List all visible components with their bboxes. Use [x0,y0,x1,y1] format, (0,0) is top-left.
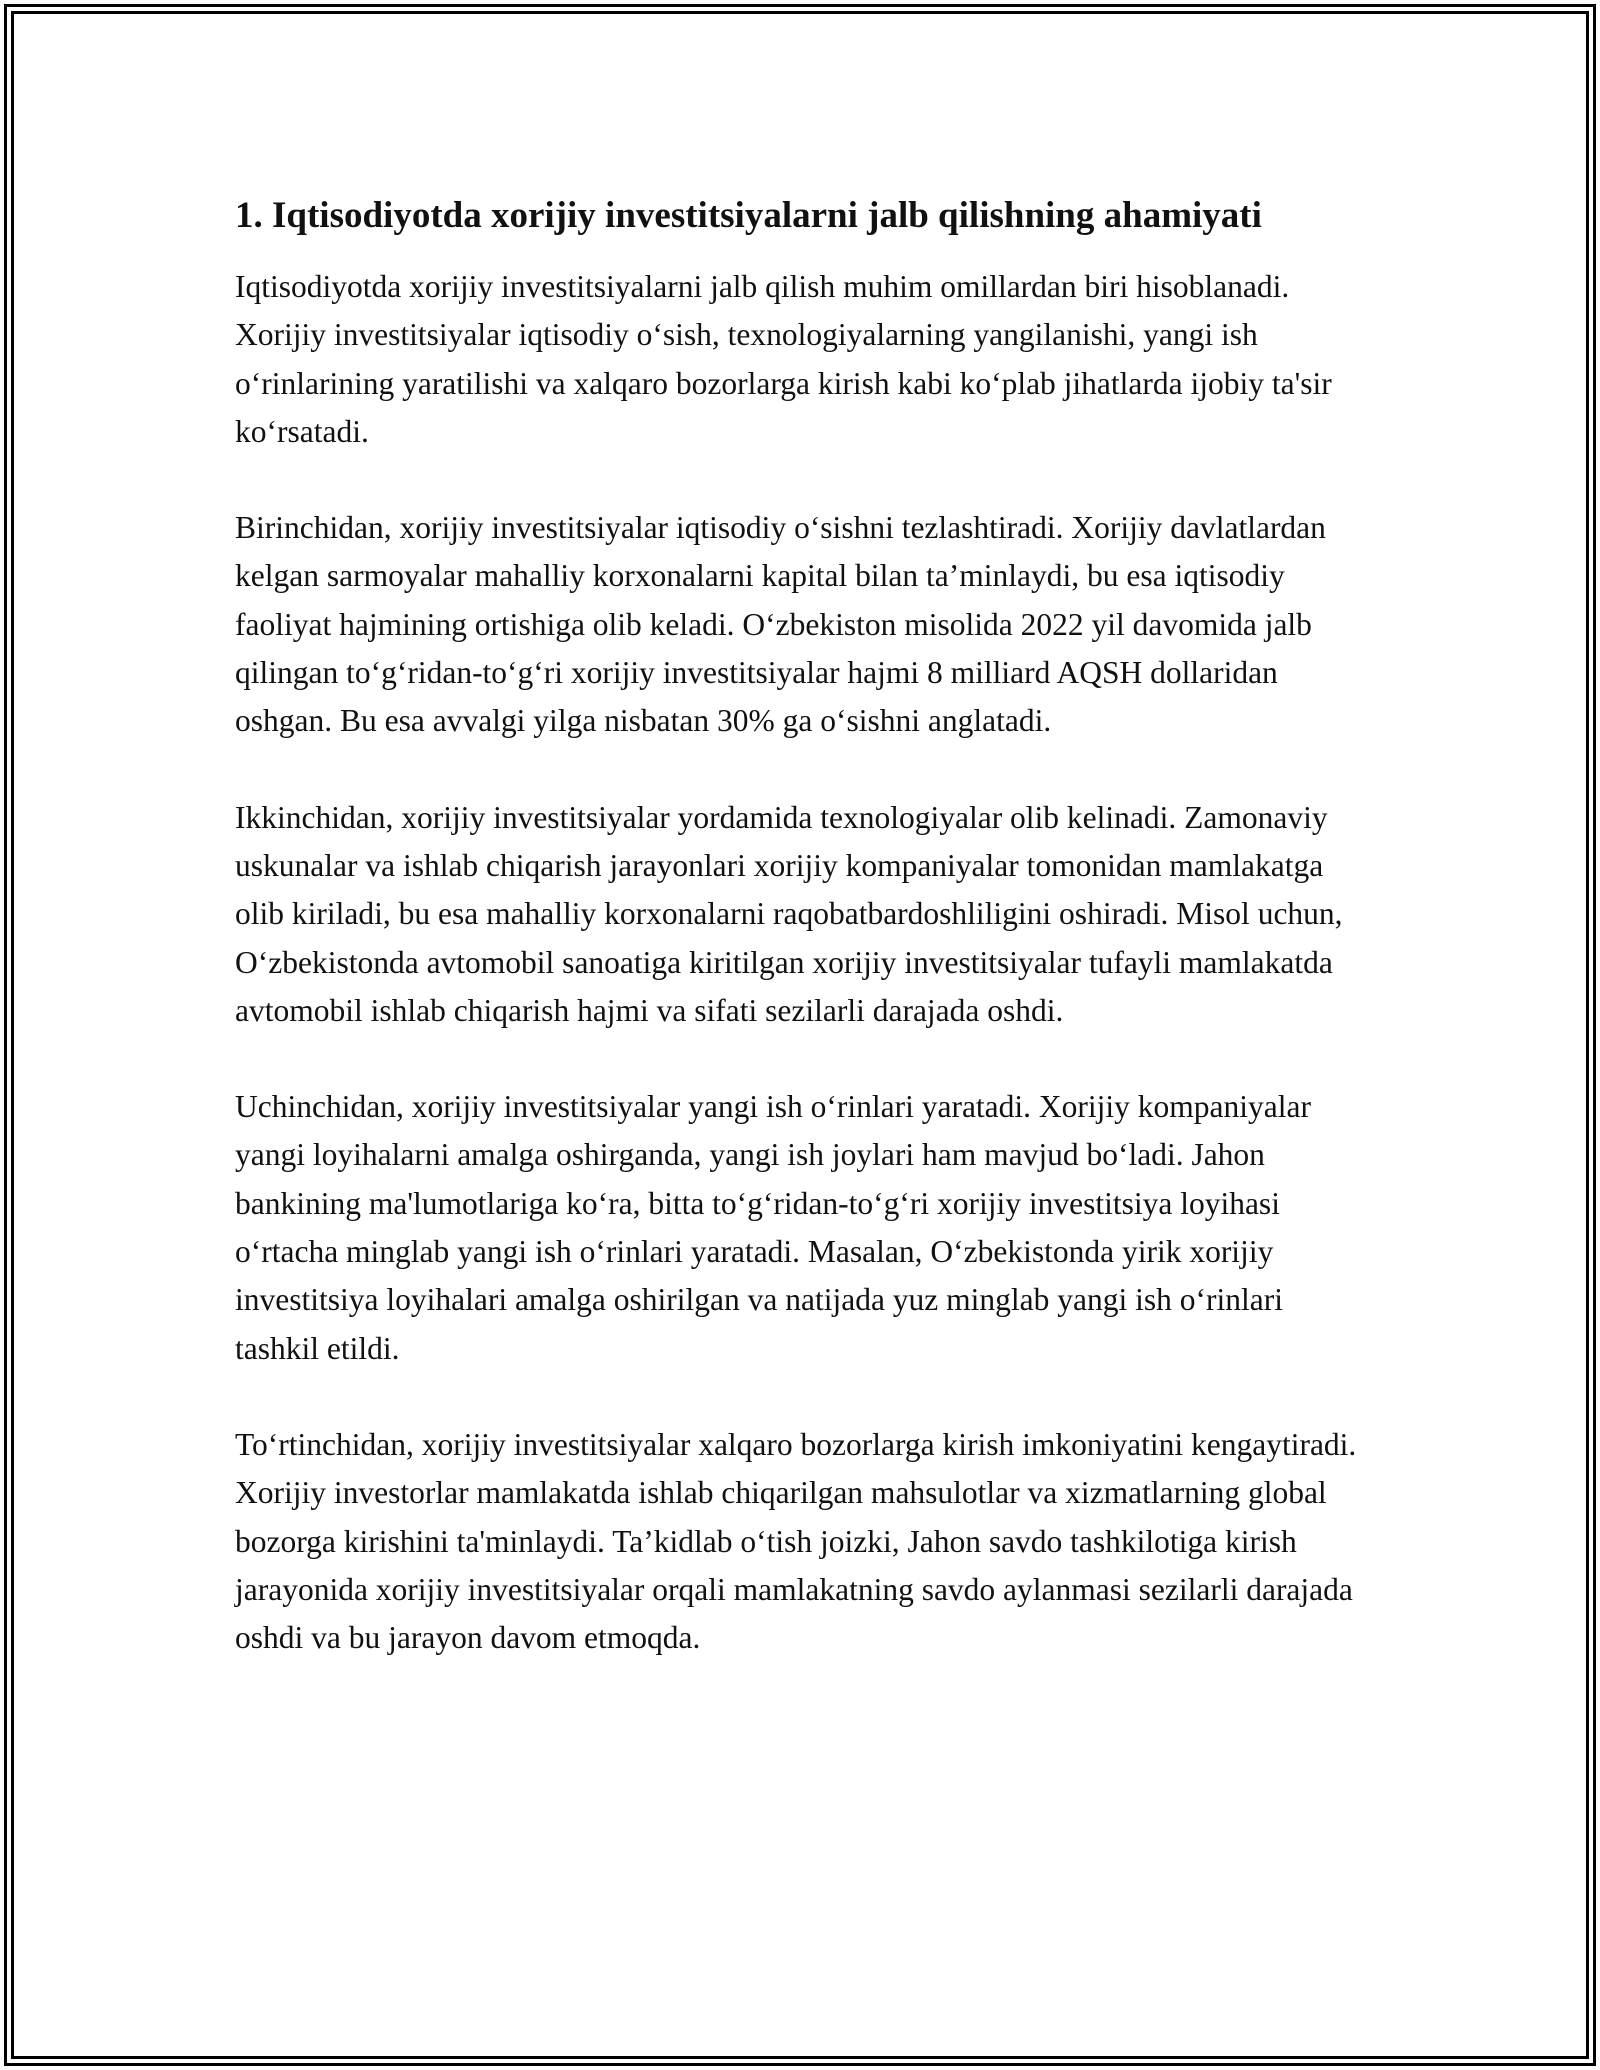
paragraph-fourth: Toʻrtinchidan, xorijiy investitsiyalar xalqaro bozorlarga kirish imkoniyatini kengaytiradi. Xorijiy investorlar mamlakatda ishlab chiqarilgan mahsulotlar va xizmatlarning global bozorga kirishini ta'minlaydi. Ta’kidlab oʻtish joizki, Jahon savdo tashkilotiga kirish jarayonida xorijiy investitsiyalar orqali mamlakatning savdo aylanmasi sezilarli darajada oshdi va bu jarayon davom etmoqda. [235,1426,1357,1656]
paragraph-third: Uchinchidan, xorijiy investitsiyalar yangi ish oʻrinlari yaratadi. Xorijiy kompaniyalar yangi loyihalarni amalga oshirganda, yangi ish joylari ham mavjud boʻladi. Jahon bankining ma'lumotlariga koʻra, bitta toʻgʻridan-toʻgʻri xorijiy investitsiya loyihasi oʻrtacha minglab yangi ish oʻrinlari yaratadi. Masalan, Oʻzbekistonda yirik xorijiy investitsiya loyihalari amalga oshirilgan va natijada yuz minglab yangi ish oʻrinlari tashkil etildi. [235,1089,1311,1366]
section-heading: 1. Iqtisodiyotda xorijiy investitsiyalarni jalb qilishning ahamiyati [235,195,1262,236]
paragraph-second: Ikkinchidan, xorijiy investitsiyalar yordamida texnologiyalar olib kelinadi. Zamonaviy uskunalar va ishlab chiqarish jarayonlari xorijiy kompaniyalar tomonidan mamlakatga olib kiriladi, bu esa mahalliy korxonalarni raqobatbardoshliligini oshiradi. Misol uchun, Oʻzbekistonda avtomobil sanoatiga kiritilgan xorijiy investitsiyalar tufayli mamlakatda avtomobil ishlab chiqarish hajmi va sifati sezilarli darajada oshdi. [235,799,1343,1028]
paragraph-intro: Iqtisodiyotda xorijiy investitsiyalarni jalb qilish muhim omillardan biri hisoblanadi. Xorijiy investitsiyalar iqtisodiy oʻsish, texnologiyalarning yangilanishi, yangi ish oʻrinlarining yaratilishi va xalqaro bozorlarga kirish kabi koʻplab jihatlarda ijobiy ta'sir koʻrsatadi. [235,269,1332,449]
paragraph-first: Birinchidan, xorijiy investitsiyalar iqtisodiy oʻsishni tezlashtiradi. Xorijiy davlatlardan kelgan sarmoyalar mahalliy korxonalarni kapital bilan ta’minlaydi, bu esa iqtisodiy faoliyat hajmining ortishiga olib keladi. Oʻzbekiston misolida 2022 yil davomida jalb qilingan toʻgʻridan-toʻgʻri xorijiy investitsiyalar hajmi 8 milliard AQSH dollaridan oshgan. Bu esa avvalgi yilga nisbatan 30% ga oʻsishni anglatadi. [235,510,1326,739]
document-body [235,188,1370,1710]
